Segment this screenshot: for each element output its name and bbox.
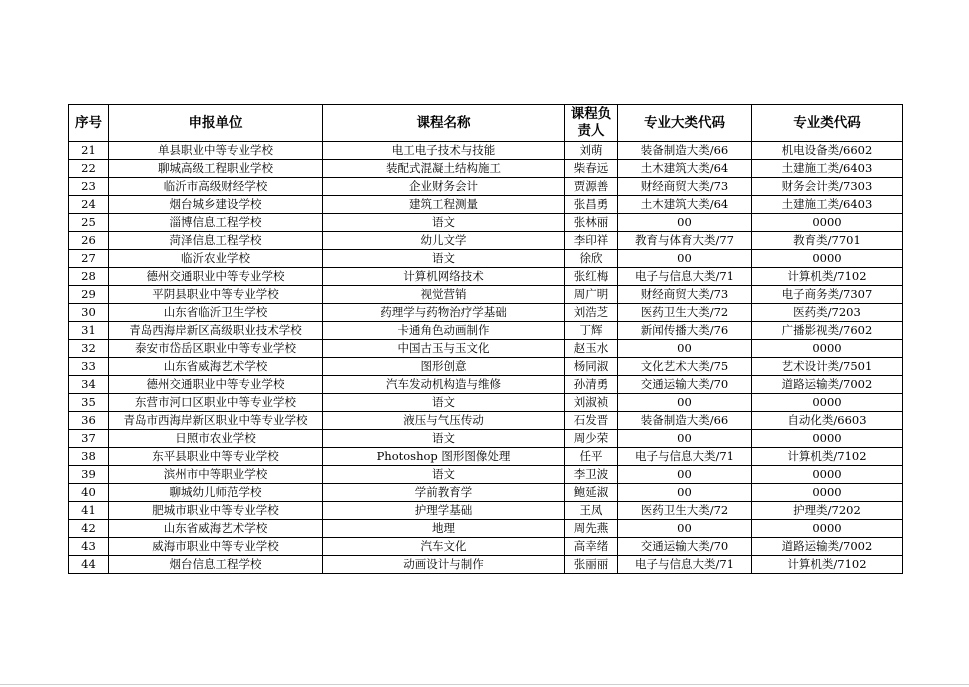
cell-major-category: 电子与信息大类/71: [618, 448, 752, 466]
cell-major-category: 教育与体育大类/77: [618, 232, 752, 250]
cell-major-class: 土建施工类/6403: [752, 160, 903, 178]
cell-seq: 37: [69, 430, 109, 448]
cell-course: 学前教育学: [323, 484, 565, 502]
table-row: [69, 394, 903, 412]
cell-seq: 24: [69, 196, 109, 214]
cell-course: 图形创意: [323, 358, 565, 376]
cell-seq: 23: [69, 178, 109, 196]
cell-course: 电工电子技术与技能: [323, 142, 565, 160]
cell-course: 汽车发动机构造与维修: [323, 376, 565, 394]
table-row: [69, 538, 903, 556]
cell-course: 语文: [323, 430, 565, 448]
cell-major-class: 土建施工类/6403: [752, 196, 903, 214]
cell-unit: 泰安市岱岳区职业中等专业学校: [109, 340, 323, 358]
cell-major-category: 交通运输大类/70: [618, 376, 752, 394]
cell-owner: 孙清勇: [565, 376, 618, 394]
cell-course: 语文: [323, 466, 565, 484]
cell-major-class: 计算机类/7102: [752, 448, 903, 466]
cell-course: 中国古玉与玉文化: [323, 340, 565, 358]
cell-major-category: 装备制造大类/66: [618, 412, 752, 430]
header-owner: 课程负责人: [565, 105, 618, 142]
cell-major-category: 土木建筑大类/64: [618, 160, 752, 178]
cell-major-category: 财经商贸大类/73: [618, 178, 752, 196]
table-row: [69, 322, 903, 340]
cell-course: 幼儿文学: [323, 232, 565, 250]
cell-unit: 聊城幼儿师范学校: [109, 484, 323, 502]
table-row: [69, 484, 903, 502]
cell-unit: 临沂市高级财经学校: [109, 178, 323, 196]
cell-seq: 22: [69, 160, 109, 178]
cell-owner: 杨同淑: [565, 358, 618, 376]
cell-unit: 青岛西海岸新区高级职业技术学校: [109, 322, 323, 340]
cell-unit: 德州交通职业中等专业学校: [109, 268, 323, 286]
cell-owner: 任平: [565, 448, 618, 466]
cell-major-category: 装备制造大类/66: [618, 142, 752, 160]
table-row: [69, 448, 903, 466]
cell-major-category: 00: [618, 214, 752, 232]
cell-major-category: 医药卫生大类/72: [618, 502, 752, 520]
cell-unit: 山东省临沂卫生学校: [109, 304, 323, 322]
cell-major-category: 00: [618, 340, 752, 358]
cell-seq: 30: [69, 304, 109, 322]
cell-course: Photoshop 图形图像处理: [323, 448, 565, 466]
cell-unit: 烟台信息工程学校: [109, 556, 323, 574]
table-row: [69, 556, 903, 574]
cell-unit: 日照市农业学校: [109, 430, 323, 448]
table-row: [69, 358, 903, 376]
table-row: [69, 142, 903, 160]
header-course: 课程名称: [323, 105, 565, 142]
cell-major-class: 0000: [752, 394, 903, 412]
cell-seq: 31: [69, 322, 109, 340]
cell-major-class: 0000: [752, 430, 903, 448]
cell-seq: 29: [69, 286, 109, 304]
cell-owner: 张昌勇: [565, 196, 618, 214]
cell-course: 语文: [323, 214, 565, 232]
cell-major-class: 0000: [752, 484, 903, 502]
cell-unit: 肥城市职业中等专业学校: [109, 502, 323, 520]
cell-owner: 李卫波: [565, 466, 618, 484]
table-row: [69, 412, 903, 430]
table-row: [69, 250, 903, 268]
cell-owner: 丁辉: [565, 322, 618, 340]
cell-major-class: 0000: [752, 466, 903, 484]
cell-owner: 石发晋: [565, 412, 618, 430]
cell-major-class: 0000: [752, 214, 903, 232]
cell-major-class: 护理类/7202: [752, 502, 903, 520]
cell-major-category: 土木建筑大类/64: [618, 196, 752, 214]
cell-seq: 39: [69, 466, 109, 484]
cell-major-category: 电子与信息大类/71: [618, 268, 752, 286]
cell-seq: 40: [69, 484, 109, 502]
cell-unit: 淄博信息工程学校: [109, 214, 323, 232]
header-unit: 申报单位: [109, 105, 323, 142]
cell-seq: 44: [69, 556, 109, 574]
cell-seq: 35: [69, 394, 109, 412]
cell-major-category: 00: [618, 394, 752, 412]
cell-owner: 周先燕: [565, 520, 618, 538]
cell-major-category: 00: [618, 250, 752, 268]
cell-seq: 43: [69, 538, 109, 556]
cell-course: 液压与气压传动: [323, 412, 565, 430]
header-row: [69, 105, 903, 142]
table-row: [69, 340, 903, 358]
cell-unit: 烟台城乡建设学校: [109, 196, 323, 214]
cell-major-class: 财务会计类/7303: [752, 178, 903, 196]
cell-owner: 张丽丽: [565, 556, 618, 574]
cell-major-class: 电子商务类/7307: [752, 286, 903, 304]
cell-seq: 34: [69, 376, 109, 394]
cell-major-category: 00: [618, 484, 752, 502]
cell-unit: 菏泽信息工程学校: [109, 232, 323, 250]
table-row: [69, 196, 903, 214]
cell-major-class: 自动化类/6603: [752, 412, 903, 430]
cell-seq: 36: [69, 412, 109, 430]
cell-unit: 威海市职业中等专业学校: [109, 538, 323, 556]
cell-unit: 滨州市中等职业学校: [109, 466, 323, 484]
cell-course: 药理学与药物治疗学基础: [323, 304, 565, 322]
table-row: [69, 376, 903, 394]
cell-seq: 27: [69, 250, 109, 268]
cell-unit: 东平县职业中等专业学校: [109, 448, 323, 466]
course-table: [68, 104, 903, 574]
cell-course: 建筑工程测量: [323, 196, 565, 214]
cell-owner: 柴春远: [565, 160, 618, 178]
cell-course: 卡通角色动画制作: [323, 322, 565, 340]
cell-course: 动画设计与制作: [323, 556, 565, 574]
cell-seq: 26: [69, 232, 109, 250]
page-bottom-rule: [0, 684, 969, 685]
table-row: [69, 268, 903, 286]
cell-major-class: 医药类/7203: [752, 304, 903, 322]
cell-major-category: 00: [618, 520, 752, 538]
cell-major-category: 财经商贸大类/73: [618, 286, 752, 304]
cell-owner: 周少荣: [565, 430, 618, 448]
cell-unit: 平阴县职业中等专业学校: [109, 286, 323, 304]
cell-major-category: 00: [618, 430, 752, 448]
cell-major-class: 计算机类/7102: [752, 268, 903, 286]
table-row: [69, 232, 903, 250]
cell-major-category: 00: [618, 466, 752, 484]
table-row: [69, 502, 903, 520]
cell-major-class: 广播影视类/7602: [752, 322, 903, 340]
cell-course: 汽车文化: [323, 538, 565, 556]
cell-unit: 山东省威海艺术学校: [109, 358, 323, 376]
cell-seq: 42: [69, 520, 109, 538]
cell-owner: 张林丽: [565, 214, 618, 232]
cell-major-category: 医药卫生大类/72: [618, 304, 752, 322]
cell-owner: 张红梅: [565, 268, 618, 286]
cell-unit: 聊城高级工程职业学校: [109, 160, 323, 178]
table-body: [69, 142, 903, 574]
cell-seq: 32: [69, 340, 109, 358]
cell-seq: 33: [69, 358, 109, 376]
cell-course: 语文: [323, 250, 565, 268]
cell-major-category: 新闻传播大类/76: [618, 322, 752, 340]
table-row: [69, 286, 903, 304]
cell-major-class: 教育类/7701: [752, 232, 903, 250]
cell-course: 装配式混凝土结构施工: [323, 160, 565, 178]
cell-seq: 21: [69, 142, 109, 160]
cell-unit: 东营市河口区职业中等专业学校: [109, 394, 323, 412]
cell-owner: 鲍延淑: [565, 484, 618, 502]
table-row: [69, 520, 903, 538]
header-major-class: 专业类代码: [752, 105, 903, 142]
cell-owner: 徐欣: [565, 250, 618, 268]
cell-major-class: 道路运输类/7002: [752, 376, 903, 394]
cell-course: 企业财务会计: [323, 178, 565, 196]
table-row: [69, 304, 903, 322]
cell-major-class: 计算机类/7102: [752, 556, 903, 574]
cell-course: 视觉营销: [323, 286, 565, 304]
cell-owner: 赵玉水: [565, 340, 618, 358]
cell-major-category: 交通运输大类/70: [618, 538, 752, 556]
cell-course: 计算机网络技术: [323, 268, 565, 286]
cell-major-category: 文化艺术大类/75: [618, 358, 752, 376]
table-row: [69, 160, 903, 178]
cell-owner: 周广明: [565, 286, 618, 304]
cell-major-class: 机电设备类/6602: [752, 142, 903, 160]
table-row: [69, 466, 903, 484]
cell-owner: 贾源善: [565, 178, 618, 196]
cell-owner: 李印祥: [565, 232, 618, 250]
cell-unit: 单县职业中等专业学校: [109, 142, 323, 160]
header-major-category: 专业大类代码: [618, 105, 752, 142]
cell-course: 语文: [323, 394, 565, 412]
cell-seq: 41: [69, 502, 109, 520]
cell-seq: 28: [69, 268, 109, 286]
cell-unit: 山东省威海艺术学校: [109, 520, 323, 538]
cell-course: 地理: [323, 520, 565, 538]
cell-course: 护理学基础: [323, 502, 565, 520]
cell-seq: 25: [69, 214, 109, 232]
header-seq: 序号: [69, 105, 109, 142]
table-row: [69, 430, 903, 448]
table-row: [69, 178, 903, 196]
cell-owner: 刘萌: [565, 142, 618, 160]
cell-major-class: 道路运输类/7002: [752, 538, 903, 556]
cell-owner: 王凤: [565, 502, 618, 520]
cell-seq: 38: [69, 448, 109, 466]
table-row: [69, 214, 903, 232]
cell-unit: 青岛市西海岸新区职业中等专业学校: [109, 412, 323, 430]
cell-owner: 刘淑祯: [565, 394, 618, 412]
cell-major-class: 0000: [752, 340, 903, 358]
cell-major-class: 0000: [752, 250, 903, 268]
cell-major-class: 艺术设计类/7501: [752, 358, 903, 376]
cell-owner: 高幸绪: [565, 538, 618, 556]
cell-major-category: 电子与信息大类/71: [618, 556, 752, 574]
cell-owner: 刘浩芝: [565, 304, 618, 322]
cell-major-class: 0000: [752, 520, 903, 538]
cell-unit: 临沂农业学校: [109, 250, 323, 268]
cell-unit: 德州交通职业中等专业学校: [109, 376, 323, 394]
